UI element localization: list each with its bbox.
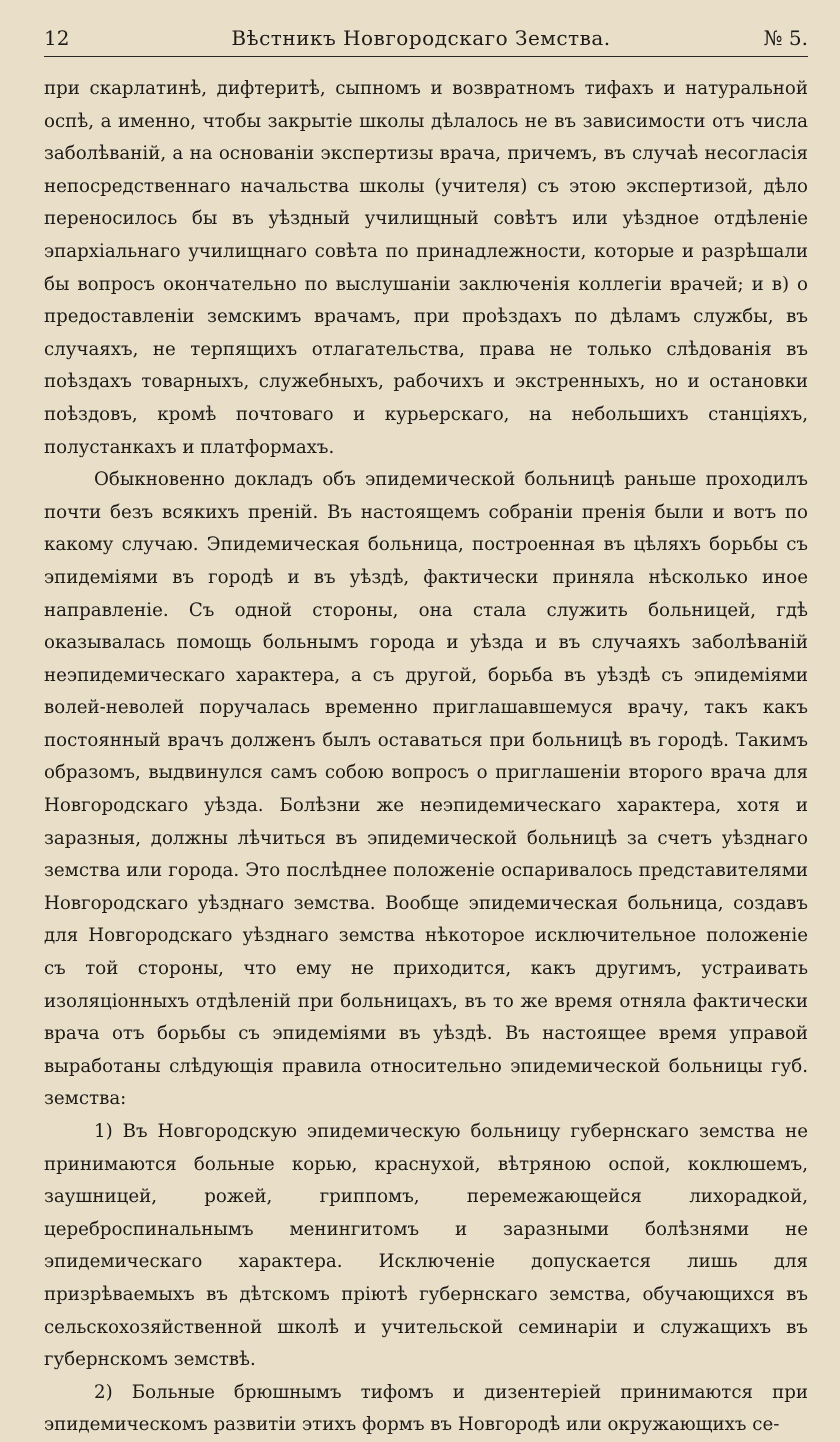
issue-number: № 5. (763, 26, 808, 50)
body-text (44, 73, 808, 1442)
paragraph-3: 1) Въ Новгородскую эпидемическую больницу губернскаго земства не принимаются больные корью, краснухой, вѣтряною оспой, коклюшемъ, заушницей, рожей, гриппомъ, перемежающейся лихорадкой, цереброспинальнымъ менингитомъ и заразными болѣзнями не эпидемическаго характера. Исключеніе допускается лишь для призрѣваемыхъ въ дѣтскомъ пріютѣ губернскаго земства, обучающихся въ сельскохозяйственной школѣ и учительской семинаріи и служащихъ въ губернскомъ земствѣ. (44, 1121, 808, 1371)
paragraph-2: Обыкновенно докладъ объ эпидемической больницѣ раньше проходилъ почти безъ всякихъ преній. Въ настоящемъ собраніи пренія были и вотъ по какому случаю. Эпидемическая больница, построенная въ цѣляхъ борьбы съ эпидеміями въ городѣ и въ уѣздѣ, фактически приняла нѣсколько иное направленіе. Съ одной стороны, она стала служить больницей, гдѣ оказывалась помощь больнымъ города и уѣзда и въ случаяхъ заболѣваній неэпидемическаго характера, а съ другой, борьба въ уѣздѣ съ эпидеміями волей-неволей поручалась временно приглашавшемуся врачу, такъ какъ постоянный врачъ долженъ былъ оставаться при больницѣ въ городѣ. Такимъ образомъ, выдвинулся самъ собою вопросъ о приглашеніи второго врача для Новгородскаго уѣзда. Болѣзни же неэпидемическаго характера, хотя и заразныя, должны лѣчиться въ эпидемической больницѣ за счетъ уѣзднаго земства или города. Это послѣднее положеніе оспаривалось представителями Новгородскаго уѣзднаго земства. Вообще эпидемическая больница, создавъ для Новгородскаго уѣзднаго земства нѣкоторое исключительное положеніе съ той стороны, что ему не приходится, какъ другимъ, устраивать изоляціонныхъ отдѣленій при больницахъ, въ то же время отняла фактически врача отъ борьбы съ эпидеміями въ уѣздѣ. Въ настоящее время управой выработаны слѣдующія правила относительно эпидемической больницы губ. земства: (44, 469, 808, 1110)
journal-title: Вѣстникъ Новгородскаго Земства. (231, 26, 611, 50)
paragraph-1: при скарлатинѣ, дифтеритѣ, сыпномъ и возвратномъ тифахъ и натуральной оспѣ, а именно, чтобы закрытіе школы дѣлалось не въ зависимости отъ числа заболѣваній, а на основаніи экспертизы врача, причемъ, въ случаѣ несогласія непосредственнаго начальства школы (учителя) съ этою экспертизой, дѣло переносилось бы въ уѣздный училищный совѣтъ или уѣздное отдѣленіе эпархіальнаго училищнаго совѣта по принадлежности, которые и разрѣшали бы вопросъ окончательно по выслушаніи заключенія коллегіи врачей; и в) о предоставленіи земскимъ врачамъ, при проѣздахъ по дѣламъ службы, въ случаяхъ, не терпящихъ отлагательства, права не только слѣдованія въ поѣздахъ товарныхъ, служебныхъ, рабочихъ и экстренныхъ, но и остановки поѣздовъ, кромѣ почтоваго и курьерскаго, на небольшихъ станціяхъ, полустанкахъ и платформахъ. (44, 78, 808, 458)
page-number: 12 (44, 26, 70, 50)
running-header (44, 26, 808, 57)
paragraph-4: 2) Больные брюшнымъ тифомъ и дизентеріей принимаются при эпидемическомъ развитіи этихъ формъ въ Новгородѣ или окружающихъ се- (44, 1381, 808, 1436)
